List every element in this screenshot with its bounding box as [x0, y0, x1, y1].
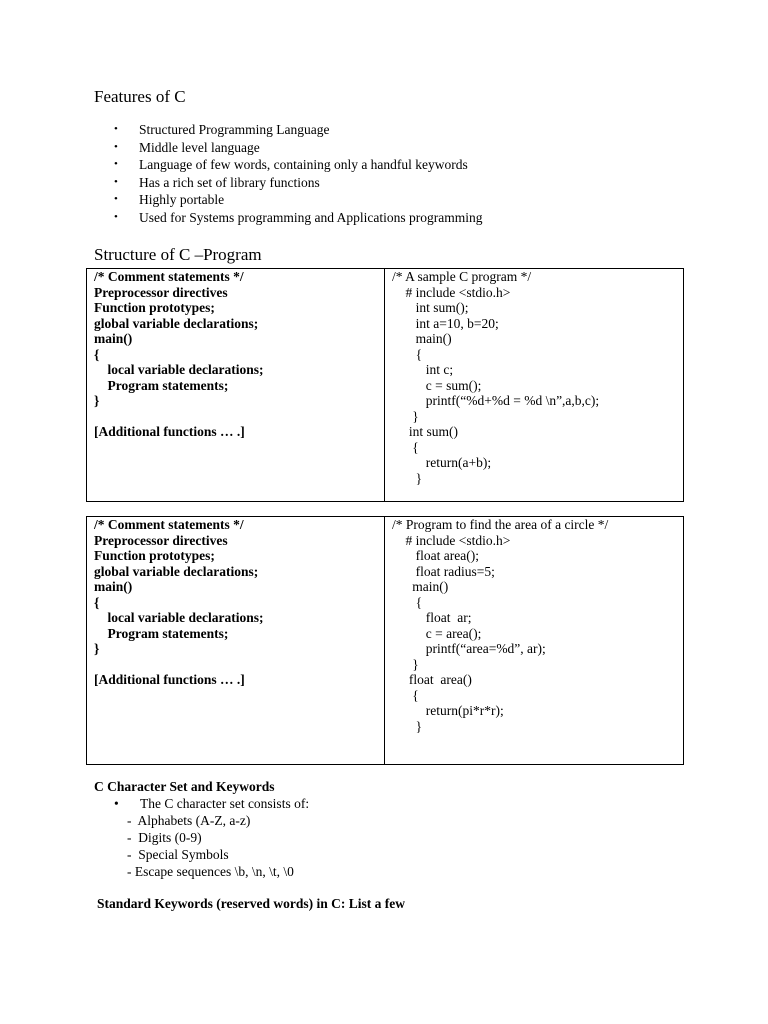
structure-outline-cell: [87, 269, 385, 501]
code-line: [Additional functions … .]: [94, 672, 245, 687]
code-line: int a=10, b=20;: [392, 315, 499, 331]
list-item: [100, 795, 309, 812]
code-line: float area(): [392, 672, 472, 687]
keywords-heading: Standard Keywords (reserved words) in C: List a few: [97, 896, 405, 911]
list-item-text: Language of few words, containing only a handful keywords: [139, 157, 468, 173]
code-line: [87, 409, 384, 425]
bullet-icon: •: [114, 158, 118, 171]
code-line: local variable declarations;: [94, 362, 264, 377]
code-line: int c;: [392, 362, 454, 377]
list-item: [110, 191, 482, 209]
code-line: {: [392, 687, 419, 703]
code-lines: [385, 517, 683, 734]
code-lines: [87, 269, 384, 440]
code-line: return(pi*r*r);: [392, 703, 504, 718]
code-line: }: [392, 470, 423, 486]
code-line: [Additional functions … .]: [94, 424, 245, 439]
code-lines: [385, 269, 683, 486]
list-item-text: Middle level language: [139, 139, 260, 155]
code-line: }: [392, 408, 419, 424]
code-line: {: [392, 594, 423, 610]
code-line: /* Comment statements */: [94, 269, 244, 284]
code-line: printf(“%d+%d = %d \n”,a,b,c);: [392, 393, 600, 408]
code-line: Preprocessor directives: [94, 532, 228, 548]
structure-heading: Structure of C –Program: [94, 245, 262, 264]
code-line: return(a+b);: [392, 455, 492, 470]
code-line: Function prototypes;: [94, 548, 215, 563]
code-line: # include <stdio.h>: [392, 284, 511, 300]
code-line: }: [94, 641, 100, 656]
code-line: }: [94, 393, 100, 408]
charset-heading: C Character Set and Keywords: [94, 779, 275, 794]
code-line: float area();: [392, 548, 479, 563]
code-line: float ar;: [392, 610, 472, 625]
code-line: Preprocessor directives: [94, 284, 228, 300]
code-line: main(): [392, 579, 449, 594]
code-line: {: [392, 439, 419, 455]
code-line: int sum(): [392, 424, 458, 439]
list-item: [110, 209, 482, 227]
code-line: float radius=5;: [392, 563, 495, 579]
list-item: - Special Symbols: [127, 847, 229, 862]
code-lines: [87, 517, 384, 688]
list-item: [110, 121, 482, 139]
list-item-text: Used for Systems programming and Applications programming: [139, 209, 483, 225]
code-line: global variable declarations;: [94, 315, 259, 331]
bullet-icon: •: [114, 140, 118, 153]
code-line: /* Program to find the area of a circle */: [392, 517, 609, 532]
features-list: [110, 121, 482, 227]
code-line: /* A sample C program */: [392, 269, 532, 284]
code-line: main(): [94, 579, 133, 594]
code-line: main(): [392, 331, 452, 346]
code-line: {: [392, 346, 423, 362]
list-item: - Escape sequences \b, \n, \t, \0: [127, 864, 294, 879]
code-line: /* Comment statements */: [94, 517, 244, 532]
code-line: c = sum();: [392, 377, 482, 393]
code-line: global variable declarations;: [94, 563, 259, 579]
list-item-text: Structured Programming Language: [139, 122, 330, 137]
code-line: }: [392, 656, 419, 672]
code-line: }: [392, 718, 423, 734]
code-line: int sum();: [392, 300, 469, 315]
structure-table-2: [86, 516, 684, 765]
list-item: [110, 174, 482, 192]
code-line: Function prototypes;: [94, 300, 215, 315]
list-item-text: The C character set consists of:: [140, 796, 310, 811]
code-line: {: [94, 594, 100, 610]
code-line: {: [94, 346, 100, 362]
charset-list: [100, 795, 309, 880]
code-line: Program statements;: [94, 377, 229, 393]
list-item: [110, 139, 482, 157]
list-item: - Digits (0-9): [127, 830, 202, 845]
code-line: main(): [94, 331, 133, 346]
circle-program-cell: [385, 517, 683, 764]
bullet-icon: •: [114, 210, 118, 223]
sample-program-cell: [385, 269, 683, 501]
list-item-text: Has a rich set of library functions: [139, 174, 320, 190]
list-item-text: Highly portable: [139, 192, 225, 208]
features-heading: Features of C: [94, 87, 186, 106]
code-line: [87, 657, 384, 673]
structure-outline-cell: [87, 517, 385, 764]
bullet-icon: •: [114, 796, 119, 811]
code-line: local variable declarations;: [94, 610, 264, 625]
bullet-icon: •: [114, 175, 118, 188]
bullet-icon: •: [114, 193, 118, 206]
list-item: [110, 156, 482, 174]
code-line: printf(“area=%d”, ar);: [392, 641, 546, 656]
code-line: # include <stdio.h>: [392, 532, 511, 548]
code-line: Program statements;: [94, 625, 229, 641]
bullet-icon: •: [114, 123, 118, 135]
list-item: - Alphabets (A-Z, a-z): [127, 813, 251, 828]
structure-table-1: [86, 268, 684, 502]
code-line: c = area();: [392, 625, 482, 641]
